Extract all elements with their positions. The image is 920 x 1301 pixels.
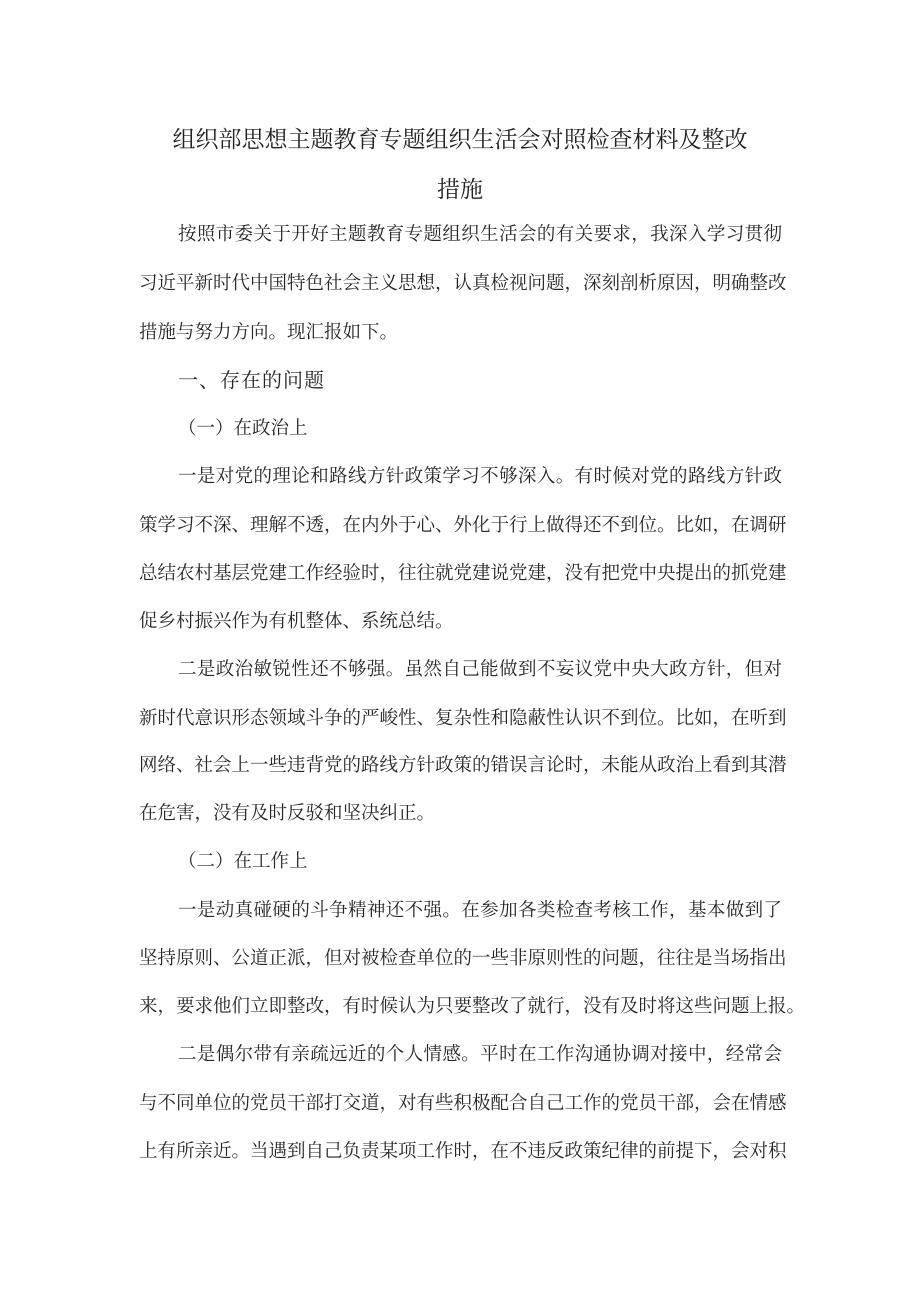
paragraph-4-line-1: 二是偶尔带有亲疏远近的个人情感。平时在工作沟通协调对接中，经常会 — [178, 1044, 782, 1065]
paragraph-2-line-4: 在危害，没有及时反驳和坚决纠正。 — [139, 803, 436, 824]
paragraph-2-line-1: 二是政治敏锐性还不够强。虽然自己能做到不妄议党中央大政方针，但对 — [178, 659, 782, 680]
paragraph-4-line-2: 与不同单位的党员干部打交道，对有些积极配合自己工作的党员干部，会在情感 — [139, 1093, 787, 1114]
paragraph-3-line-2: 坚持原则、公道正派，但对被检查单位的一些非原则性的问题，往往是当场指出 — [139, 948, 787, 969]
paragraph-2-line-3: 网络、社会上一些违背党的路线方针政策的错误言论时，未能从政治上看到其潜 — [139, 755, 787, 776]
intro-line-1: 按照市委关于开好主题教育专题组织生活会的有关要求，我深入学习贯彻 — [178, 224, 782, 245]
section-heading-problems: 一、存在的问题 — [178, 368, 325, 392]
paragraph-3-line-1: 一是动真碰硬的斗争精神还不强。在参加各类检查考核工作，基本做到了 — [178, 900, 782, 921]
intro-line-3: 措施与努力方向。现汇报如下。 — [139, 322, 399, 343]
subsection-heading-politics: （一）在政治上 — [178, 418, 308, 439]
document-title-line-1: 组织部思想主题教育专题组织生活会对照检查材料及整改 — [172, 127, 748, 153]
paragraph-2-line-2: 新时代意识形态领域斗争的严峻性、复杂性和隐蔽性认识不到位。比如，在听到 — [139, 708, 787, 729]
paragraph-1-line-4: 促乡村振兴作为有机整体、系统总结。 — [139, 611, 454, 632]
paragraph-4-line-3: 上有所亲近。当遇到自己负责某项工作时，在不违反政策纪律的前提下，会对积 — [139, 1141, 787, 1162]
paragraph-1-line-3: 总结农村基层党建工作经验时，往往就党建说党建，没有把党中央提出的抓党建 — [139, 563, 787, 584]
document-title-line-2: 措施 — [437, 177, 483, 203]
paragraph-3-line-3: 来，要求他们立即整改，有时候认为只要整改了就行，没有及时将这些问题上报。 — [139, 996, 806, 1017]
paragraph-1-line-2: 策学习不深、理解不透，在内外于心、外化于行上做得还不到位。比如，在调研 — [139, 515, 787, 536]
intro-line-2: 习近平新时代中国特色社会主义思想，认真检视问题，深刻剖析原因，明确整改 — [139, 273, 787, 294]
subsection-heading-work: （二）在工作上 — [178, 851, 308, 872]
paragraph-1-line-1: 一是对党的理论和路线方针政策学习不够深入。有时候对党的路线方针政 — [178, 466, 782, 487]
